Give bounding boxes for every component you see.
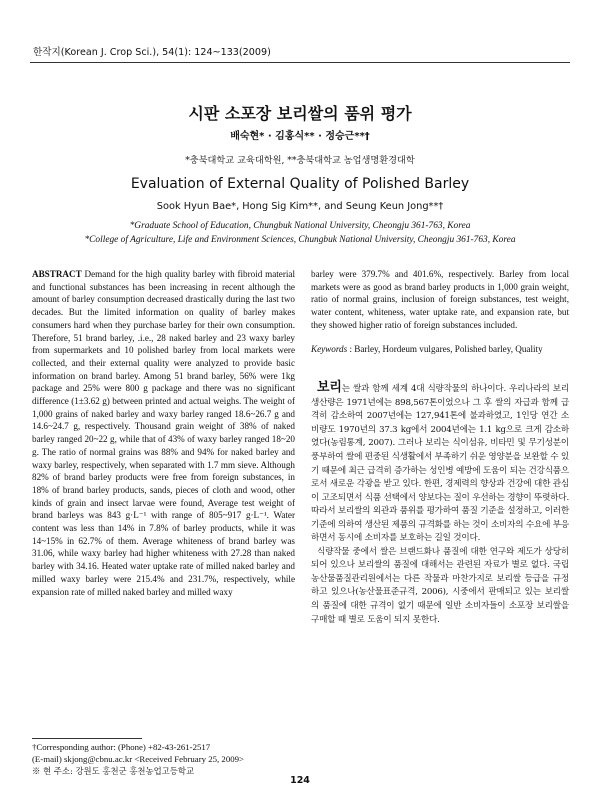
title-english: Evaluation of External Quality of Polished Barley <box>130 176 470 192</box>
header-rule <box>30 62 570 63</box>
title-korean: 시판 소포장 보리쌀의 품위 평가 <box>188 104 412 123</box>
affiliation-english-1: *Graduate School of Education, Chungbuk National University, Cheongju 361-763, Korea <box>129 221 471 231</box>
intro-dropcap: 보리 <box>317 380 342 396</box>
authors-english: Sook Hyun Bae*, Hong Sig Kim**, and Seung Keun Jong**† <box>156 201 444 212</box>
keywords <box>311 343 569 356</box>
journal-citation: 한작지(Korean J. Crop Sci.), 54(1): 124~133(2009) <box>33 47 271 58</box>
footnote-rule <box>32 738 142 739</box>
intro-paragraph-2: 식량작물 중에서 쌀은 브랜드화나 품질에 대한 연구와 제도가 상당히 되어 있으나 보리쌀의 품질에 대해서는 관련된 자료가 별로 없다. 국립농산물품질관리원에서는 다른 작물과 마찬가지로 보리쌀 등급을 규정하고 있으나(농산물표준규격, 2006), 시중에서 판매되고 있는 보리쌀의 품질에 대한 규격이 없기 때문에 일반 소비자들이 소포장 보리쌀을 구매할 때 별로 도움이 되지 못한다. <box>311 546 569 625</box>
footnote-corresponding: †Corresponding author: (Phone) +82-43-261-2517 <box>32 742 211 752</box>
authors-korean: 배숙현* · 김홍식** · 정승근**† <box>230 131 370 142</box>
affiliation-korean: *충북대학교 교육대학원, **충북대학교 농업생명환경대학 <box>185 155 415 166</box>
keywords-label: Keywords <box>311 343 348 354</box>
right-column <box>311 268 569 627</box>
footnote-email: (E-mail) skjong@cbnu.ac.kr <Received February 25, 2009> <box>32 754 244 764</box>
abstract-continued: barley were 379.7% and 401.6%, respectively. Barley from local markets were as good as brand barley products in 1,000 grain weight, ratio of normal grains, inclusion of foreign substances, test weight, water content, whiteness, water uptake rate, and expansion rate, but they showed higher ratio of foreign substances included. <box>311 269 569 330</box>
footnote-address: ※ 현 주소: 강원도 홍천군 홍천농업고등학교 <box>32 766 195 776</box>
intro-paragraph-1 <box>311 381 569 546</box>
abstract-text: Demand for the high quality barley with fibroid material and functional substances has been increasing in recent although the amount of barley consumption decreased drastically during the last two decades. But the limited information on quality of barley makes consumers hard when they purchase barley for their own consumption. Therefore, 51 brand barley, .i.e., 28 naked barley and 23 waxy barley from supermarkets and 10 polished barley from local markets were collected, and their external quality were analyzed to provide basic information on brand barley. Among 51 brand barley, 56% were 1kg package and 25% were 800 g package and there was no significant difference (1±3.62 g) between printed and actual weighs. The weight of 1,000 grains of naked barley and waxy barley ranged 18.6~26.7 g and 14.6~24.7 g, respectively. Thousand grain weight of 38% of naked barley ranged 20~22 g, while that of 43% of waxy barley ranged 18~20 g. The ratio of normal grains was 88% and 94% for naked barley and waxy barley, respectively, when separated with 1.7 mm sieve. Although 82% of brand barley products were free from foreign substances, in 18% of brand barley products, sands, pieces of cloth and wood, other kinds of grain and insect larvae were found, Average test weight of brand barleys was 843 g·L⁻¹ with range of 805~917 g·L⁻¹. Water content was less than 14% in 7.8% of barley products, while it was 14~15% in 62.7% of them. Average whiteness of brand barley was 31.06, while waxy barley had higher whiteness with 27.28 than naked barley with 34.16. Heated water uptake rate of milled naked barley and milled waxy barley were 215.4% and 231.7%, respectively, while expansion rate of milled naked barley and milled waxy <box>32 269 295 597</box>
page-number: 124 <box>290 775 310 786</box>
intro-p1-text: 는 쌀과 함께 세계 4대 식량작물의 하나이다. 우리나라의 보리 생산량은 1971년에는 898,567톤이었으나 그 후 쌀의 자급과 함께 급격히 감소하여 2007년에는 127,941톤에 불과하였고, 1인당 연간 소비량도 1970년의 37.3 kg에서 2004년에는 1.1 kg으로 크게 감소하였다(농림통계, 2007). 그러나 보리는 식이섬유, 비타민 및 무기성분이 풍부하여 쌀에 편중된 식생활에서 부족하기 쉬운 영양분을 보완할 수 있기 때문에 최근 급격히 증가하는 성인병 예방에 도움이 되는 건강식품으로서 새로운 각광을 받고 있다. 한편, 경제력의 향상과 건강에 대한 관심이 고조되면서 식품 선택에서 양보다는 질이 우선하는 경향이 뚜렷하다. 따라서 보리쌀의 외관과 품위를 평가하여 품질 기준을 설정하고, 이러한 기준에 의하여 생산된 제품의 규격화를 하는 것이 소비자의 수요에 부응하면서 동시에 소비자를 보호하는 길일 것이다. <box>311 384 569 544</box>
left-column <box>32 268 295 598</box>
footnotes <box>32 741 297 777</box>
introduction-korean <box>311 381 569 627</box>
abstract-label: ABSTRACT <box>32 269 82 279</box>
keywords-text: : Barley, Hordeum vulgares, Polished barley, Quality <box>349 343 543 354</box>
affiliation-english-2: *College of Agriculture, Life and Environment Sciences, Chungbuk National University, Cheongju 361-763, Korea <box>84 235 516 245</box>
